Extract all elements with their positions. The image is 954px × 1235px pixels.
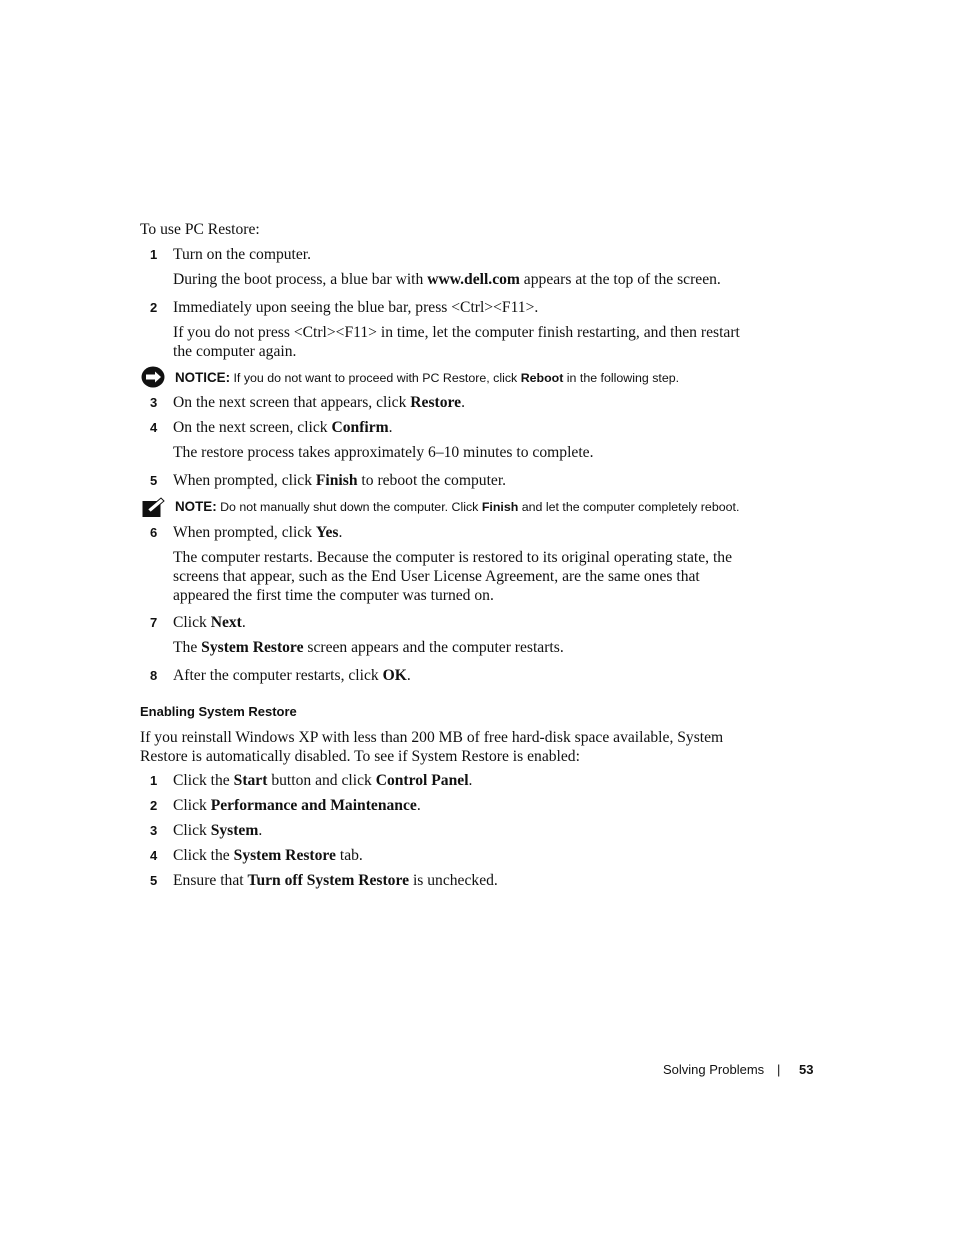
text-run: Click (173, 822, 211, 839)
step-text (173, 796, 421, 815)
step-continuation (173, 638, 564, 657)
note-pencil-icon (142, 497, 166, 518)
text-run: is unchecked. (409, 872, 498, 889)
text-run: If you do not want to proceed with PC Restore, click (230, 371, 521, 385)
bold-term: Start (233, 772, 268, 789)
step-continuation: The restore process takes approximately 6–10 minutes to complete. (173, 444, 594, 461)
footer-section-title: Solving Problems (663, 1062, 765, 1077)
text-run: After the computer restarts, click (173, 667, 383, 684)
text-run: . (388, 419, 393, 436)
text-run: . (416, 797, 421, 814)
step-number: 2 (150, 300, 158, 315)
step-text: Turn on the computer. (173, 246, 312, 263)
step-number: 5 (150, 873, 158, 888)
notice-icon (141, 366, 165, 388)
step-text (173, 418, 393, 437)
text-run: During the boot process, a blue bar with (173, 271, 428, 288)
step-text (173, 393, 465, 412)
intro-text: To use PC Restore: (140, 221, 260, 238)
finish-bold: Finish (481, 500, 519, 514)
text-run: tab. (335, 847, 363, 864)
step-number: 3 (150, 395, 158, 410)
bold-term: Yes (315, 524, 339, 541)
text-run: Do not manually shut down the computer. Click (216, 500, 482, 514)
note-label: NOTE: (175, 499, 217, 514)
step-continuation: If you do not press <Ctrl><F11> in time, let the computer finish restarting, and then restart the computer again. (173, 324, 740, 360)
reboot-bold: Reboot (520, 371, 564, 385)
text-run: appears at the top of the screen. (519, 271, 721, 288)
text-run: On the next screen that appears, click (173, 394, 411, 411)
bold-term: Confirm (331, 419, 389, 436)
bold-term: Control Panel (375, 772, 469, 789)
notice-label: NOTICE: (175, 370, 231, 385)
text-run: in the following step. (563, 371, 680, 385)
text-run: . (241, 614, 246, 631)
text-run: The (173, 639, 202, 656)
step-number: 8 (150, 668, 158, 683)
bold-term: Next (210, 614, 242, 631)
url-bold: www.dell.com (427, 271, 520, 288)
bold-term: OK (382, 667, 407, 684)
step-number: 4 (150, 420, 158, 435)
text-run: to reboot the computer. (357, 472, 507, 489)
text-run: screen appears and the computer restarts. (303, 639, 564, 656)
step-number: 5 (150, 473, 158, 488)
bold-term: System (210, 822, 259, 839)
step-number: 3 (150, 823, 158, 838)
step-text (173, 871, 498, 890)
text-run: Click the (173, 847, 234, 864)
body-paragraph: If you reinstall Windows XP with less than 200 MB of free hard-disk space available, System Restore is automatically disabled. To see if System Restore is enabled: (140, 729, 724, 765)
bold-term: System Restore (233, 847, 336, 864)
step-text (173, 471, 506, 490)
bold-term: Performance and Maintenance (210, 797, 417, 814)
step-number: 6 (150, 525, 158, 540)
text-run: button and click (267, 772, 376, 789)
text-run: . (461, 394, 465, 411)
step-text (173, 846, 363, 865)
text-run: Click the (173, 772, 234, 789)
text-run: . (258, 822, 263, 839)
text-run: . (468, 772, 473, 789)
step-text (173, 523, 342, 542)
step-number: 2 (150, 798, 158, 813)
text-run: . (338, 524, 343, 541)
text-run: On the next screen, click (173, 419, 332, 436)
page-number: 53 (799, 1062, 814, 1077)
step-number: 7 (150, 615, 158, 630)
text-run: Ensure that (173, 872, 248, 889)
step-number: 1 (150, 247, 158, 262)
text-run: Click (173, 797, 211, 814)
text-run: Click (173, 614, 211, 631)
step-number: 4 (150, 848, 158, 863)
section-heading: Enabling System Restore (140, 704, 297, 719)
text-run: When prompted, click (173, 472, 316, 489)
note-text (175, 499, 739, 515)
text-run: and let the computer completely reboot. (518, 500, 740, 514)
notice-text (175, 370, 679, 386)
text-run: When prompted, click (173, 524, 316, 541)
step-text: Immediately upon seeing the blue bar, press <Ctrl><F11>. (173, 299, 539, 316)
step-text (173, 771, 472, 790)
footer-separator: | (777, 1062, 781, 1077)
bold-term: Turn off System Restore (247, 872, 410, 889)
step-continuation: The computer restarts. Because the computer is restored to its original operating state, the screens that appear, such as the End User License Agreement, are the same ones that appeared the first time the computer was turned on. (173, 549, 733, 604)
bold-term: Finish (315, 472, 358, 489)
bold-term: Restore (410, 394, 462, 411)
step-text (173, 666, 411, 685)
step-text (173, 821, 262, 840)
step-number: 1 (150, 773, 158, 788)
step-text (173, 613, 246, 632)
bold-term: System Restore (201, 639, 304, 656)
text-run: . (406, 667, 411, 684)
step-continuation (173, 270, 721, 289)
